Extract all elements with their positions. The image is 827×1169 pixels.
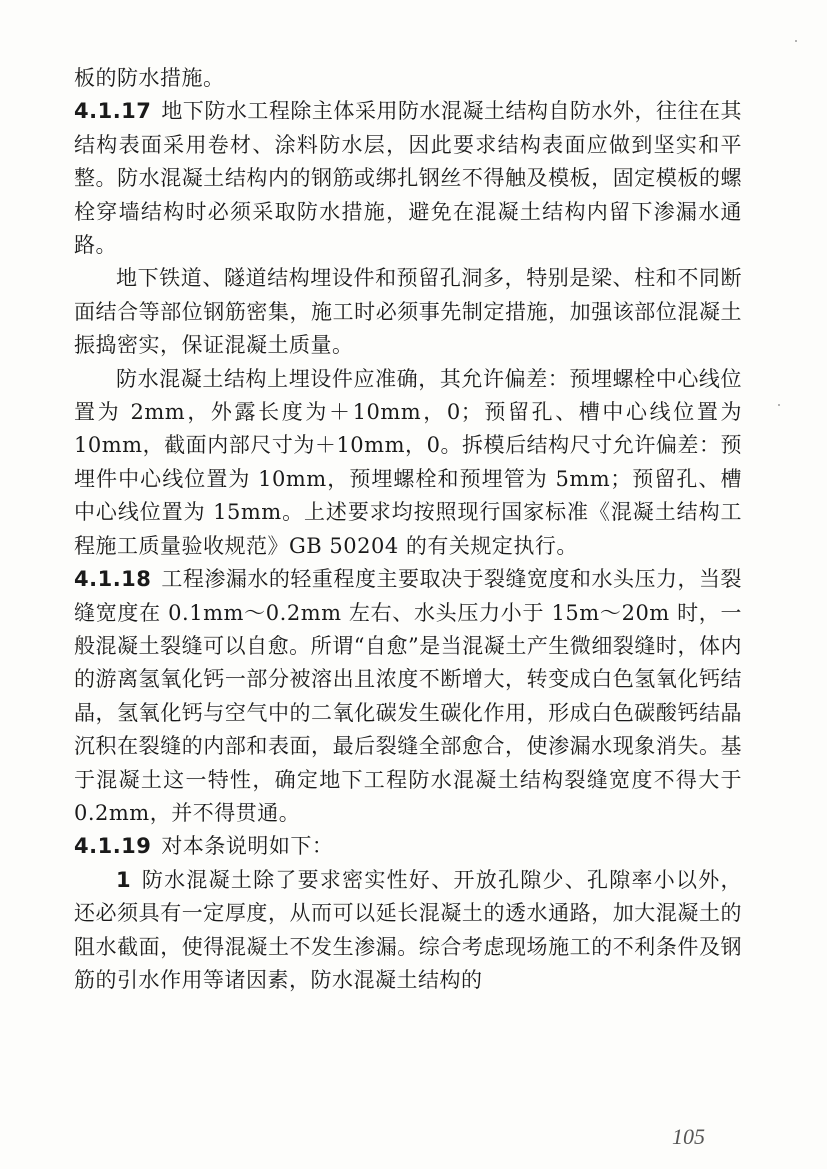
clause-number: 4.1.19 bbox=[74, 834, 152, 859]
paragraph-text: 地下铁道、隧道结构埋设件和预留孔洞多，特别是梁、柱和不同断面结合等部位钢筋密集，施工时必须事先制定措施，加强该部位混凝土振捣密实，保证混凝土质量。 bbox=[74, 266, 742, 358]
body-text bbox=[74, 62, 742, 997]
paragraph-text: 工程渗漏水的轻重程度主要取决于裂缝宽度和水头压力，当裂缝宽度在 0.1mm～0.2mm 左右、水头压力小于 15m～20m 时，一般混凝土裂缝可以自愈。所谓“自愈”是当混凝土产生微细裂缝时，体内的游离氢氧化钙一部分被溶出且浓度不断增大，转变成白色氢氧化钙结晶，氢氧化钙与空气中的二氧化碳发生碳化作用，形成白色碳酸钙结晶沉积在裂缝的内部和表面，最后裂缝全部愈合，使渗漏水现象消失。基于混凝土这一特性，确定地下工程防水混凝土结构裂缝宽度不得大于 0.2mm，并不得贯通。 bbox=[74, 567, 742, 825]
list-item-1 bbox=[74, 864, 742, 998]
paragraph-text: 对本条说明如下： bbox=[161, 834, 334, 859]
paragraph-text: 防水混凝土结构上埋设件应准确，其允许偏差：预埋螺栓中心线位置为 2mm，外露长度为＋10mm，0；预留孔、槽中心线位置为 10mm，截面内部尺寸为＋10mm，0。拆模后结构尺寸允许偏差：预埋件中心线位置为 10mm，预埋螺栓和预埋管为 5mm；预留孔、槽中心线位置为 15mm。上述要求均按照现行国家标准《混凝土结构工程施工质量验收规范》GB 50204 的有关规定执行。 bbox=[74, 366, 742, 558]
clause-number: 4.1.18 bbox=[74, 567, 152, 592]
paragraph-continuation bbox=[74, 62, 742, 95]
clause-4-1-19 bbox=[74, 830, 742, 863]
clause-number: 4.1.17 bbox=[74, 99, 152, 124]
paragraph-text: 板的防水措施。 bbox=[74, 66, 225, 90]
item-number: 1 bbox=[116, 867, 132, 892]
paragraph-tolerances bbox=[74, 363, 742, 563]
clause-4-1-17 bbox=[74, 95, 742, 262]
page-number: 105 bbox=[672, 1124, 705, 1149]
scan-speck bbox=[778, 404, 780, 406]
paragraph-text: 防水混凝土除了要求密实性好、开放孔隙少、孔隙率小以外，还必须具有一定厚度，从而可以延长混凝土的透水通路，加大混凝土的阻水截面，使得混凝土不发生渗漏。综合考虑现场施工的不利条件及钢筋的引水作用等诸因素，防水混凝土结构的 bbox=[74, 867, 742, 992]
paragraph-text: 地下防水工程除主体采用防水混凝土结构自防水外，往往在其结构表面采用卷材、涂料防水层，因此要求结构表面应做到坚实和平整。防水混凝土结构内的钢筋或绑扎钢丝不得触及模板，固定模板的螺栓穿墙结构时必须采取防水措施，避免在混凝土结构内留下渗漏水通路。 bbox=[74, 99, 742, 258]
clause-4-1-18 bbox=[74, 563, 742, 830]
paragraph-tunnel-embedments bbox=[74, 262, 742, 362]
scan-speck bbox=[795, 40, 797, 42]
